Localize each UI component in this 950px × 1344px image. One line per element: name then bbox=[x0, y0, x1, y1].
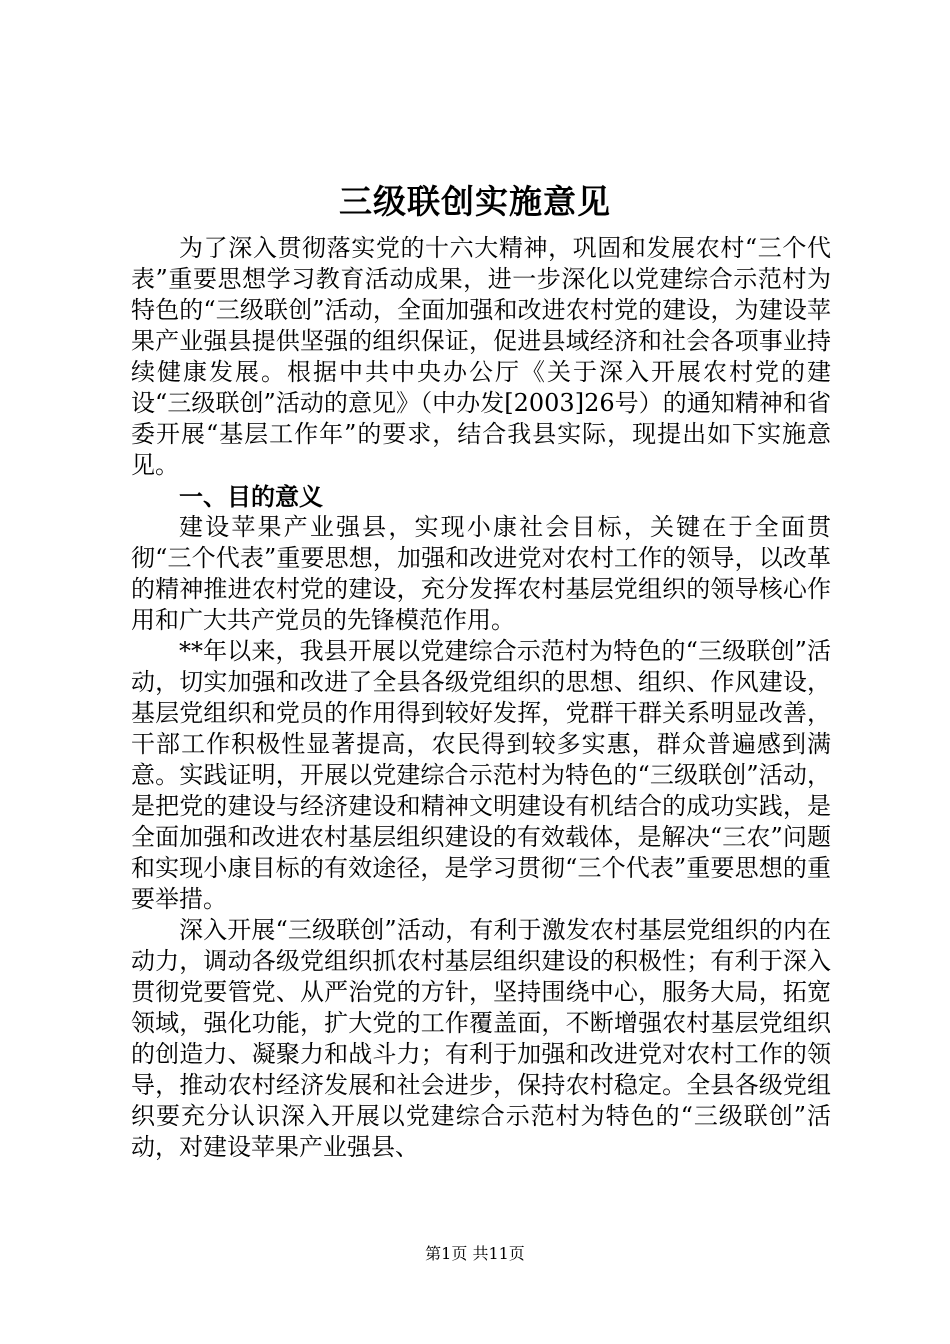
intro-paragraph: 为了深入贯彻落实党的十六大精神，巩固和发展农村“三个代表”重要思想学习教育活动成果，进一步深化以党建综合示范村为特色的“三级联创”活动，全面加强和改进农村党的建设，为建设苹果产业强县提供坚强的组织保证，促进县域经济和社会各项事业持续健康发展。根据中共中央办公厅《关于深入开展农村党的建设“三级联创”活动的意见》（中办发[2003]26号）的通知精神和省委开展“基层工作年”的要求，结合我县实际，现提出如下实施意见。 bbox=[131, 234, 831, 479]
document-body bbox=[131, 233, 831, 1163]
body-paragraph: 建设苹果产业强县，实现小康社会目标，关键在于全面贯彻“三个代表”重要思想，加强和改进党对农村工作的领导，以改革的精神推进农村党的建设，充分发挥农村基层党组织的领导核心作用和广大共产党员的先锋模范作用。 bbox=[131, 513, 831, 634]
document-title: 三级联创实施意见 bbox=[339, 182, 611, 221]
section-heading-purpose: 一、目的意义 bbox=[179, 482, 323, 511]
body-paragraph: **年以来，我县开展以党建综合示范村为特色的“三级联创”活动，切实加强和改进了全县各级党组织的思想、组织、作风建设，基层党组织和党员的作用得到较好发挥，党群干群关系明显改善，干部工作积极性显著提高，农民得到较多实惠，群众普遍感到满意。实践证明，开展以党建综合示范村为特色的“三级联创”活动，是把党的建设与经济建设和精神文明建设有机结合的成功实践，是全面加强和改进农村基层组织建设的有效载体，是解决“三农”问题和实现小康目标的有效途径，是学习贯彻“三个代表”重要思想的重要举措。 bbox=[131, 637, 831, 913]
body-paragraph: 深入开展“三级联创”活动，有利于激发农村基层党组织的内在动力，调动各级党组织抓农村基层组织建设的积极性；有利于深入贯彻党要管党、从严治党的方针，坚持围绕中心，服务大局，拓宽领域，强化功能，扩大党的工作覆盖面，不断增强农村基层党组织的创造力、凝聚力和战斗力；有利于加强和改进党对农村工作的领导，推动农村经济发展和社会进步，保持农村稳定。全县各级党组织要充分认识深入开展以党建综合示范村为特色的“三级联创”活动，对建设苹果产业强县、 bbox=[131, 916, 831, 1161]
page-number-footer: 第1页 共11页 bbox=[425, 1244, 525, 1263]
